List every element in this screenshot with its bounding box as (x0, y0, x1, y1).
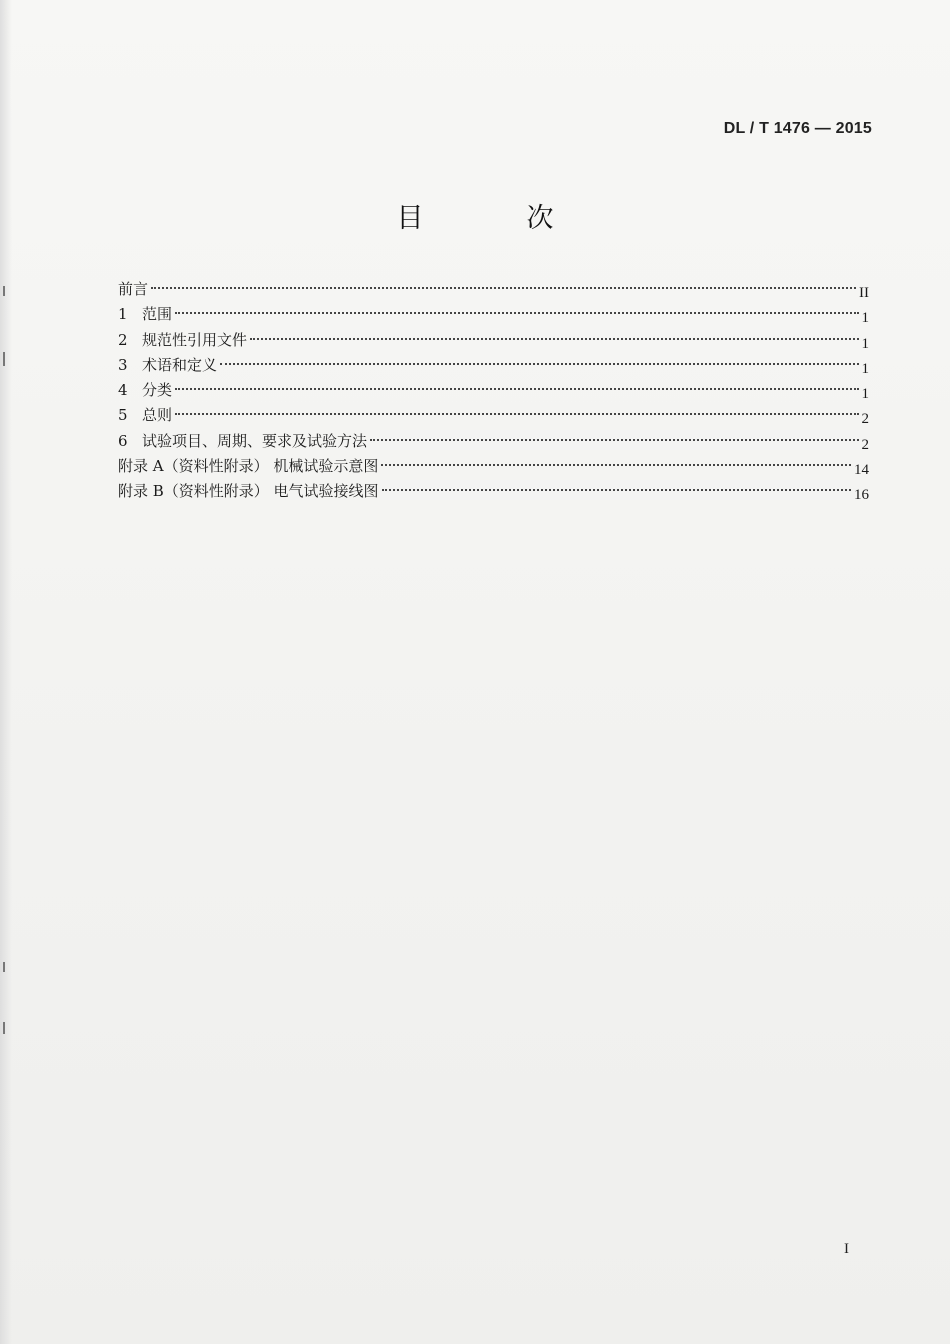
toc-entry-page: 2 (861, 411, 869, 428)
toc-entry-number: 2 (118, 330, 128, 349)
toc-dot-leader (382, 489, 851, 491)
toc-entry-terms-definitions[interactable] (118, 353, 869, 378)
toc-dot-leader (220, 363, 858, 365)
toc-entry-title: 前言 (118, 280, 149, 298)
toc-entry-page: 1 (861, 360, 869, 377)
toc-entry-number: 6 (118, 431, 128, 450)
toc-entry-title: 附录 B（资料性附录） 电气试验接线图 (118, 482, 379, 501)
toc-entry-test-items[interactable] (118, 429, 869, 454)
toc-title: 目 次 (396, 203, 592, 234)
page-number: I (844, 1241, 849, 1257)
toc-dot-leader (175, 312, 858, 314)
toc-entry-appendix-a[interactable] (118, 454, 869, 479)
toc-entry-foreword[interactable] (118, 277, 869, 302)
toc-dot-leader (370, 439, 858, 441)
toc-dot-leader (175, 388, 858, 390)
scan-edge-mark (3, 286, 5, 296)
toc-entry-title: 试验项目、周期、要求及试验方法 (142, 431, 368, 450)
toc-entry-number: 1 (118, 305, 128, 324)
toc-entry-page: 1 (861, 386, 869, 403)
toc-entry-page: 2 (861, 436, 869, 453)
toc-entry-page: II (859, 285, 869, 301)
toc-entry-title: 术语和定义 (142, 355, 218, 374)
toc-entry-appendix-b[interactable] (118, 479, 869, 504)
toc-entry-title: 总则 (142, 406, 173, 425)
toc-entry-page: 1 (861, 310, 869, 327)
toc-entry-classification[interactable] (118, 378, 869, 403)
toc-entry-title: 范围 (142, 305, 173, 324)
toc-entry-page: 1 (861, 335, 869, 352)
toc-entry-title: 规范性引用文件 (142, 330, 248, 349)
toc-entry-normative-references[interactable] (118, 328, 869, 353)
scan-edge-mark (3, 962, 5, 972)
toc-entry-title: 附录 A（资料性附录） 机械试验示意图 (118, 457, 379, 476)
toc-dot-leader (151, 287, 856, 289)
scan-edge-mark (3, 1022, 5, 1034)
table-of-contents (118, 277, 869, 505)
toc-entry-number: 4 (118, 381, 128, 400)
scan-edge-mark (3, 352, 5, 366)
toc-dot-leader (250, 338, 858, 340)
toc-entry-general[interactable] (118, 403, 869, 428)
toc-dot-leader (381, 464, 851, 466)
document-code: DL / T 1476 — 2015 (723, 120, 872, 137)
toc-entry-page: 16 (854, 487, 869, 504)
toc-entry-title: 分类 (142, 381, 173, 400)
toc-entry-page: 14 (854, 462, 869, 479)
toc-entry-number: 3 (118, 355, 128, 374)
toc-dot-leader (175, 413, 858, 415)
toc-entry-number: 5 (118, 406, 128, 425)
toc-entry-scope[interactable] (118, 302, 869, 327)
